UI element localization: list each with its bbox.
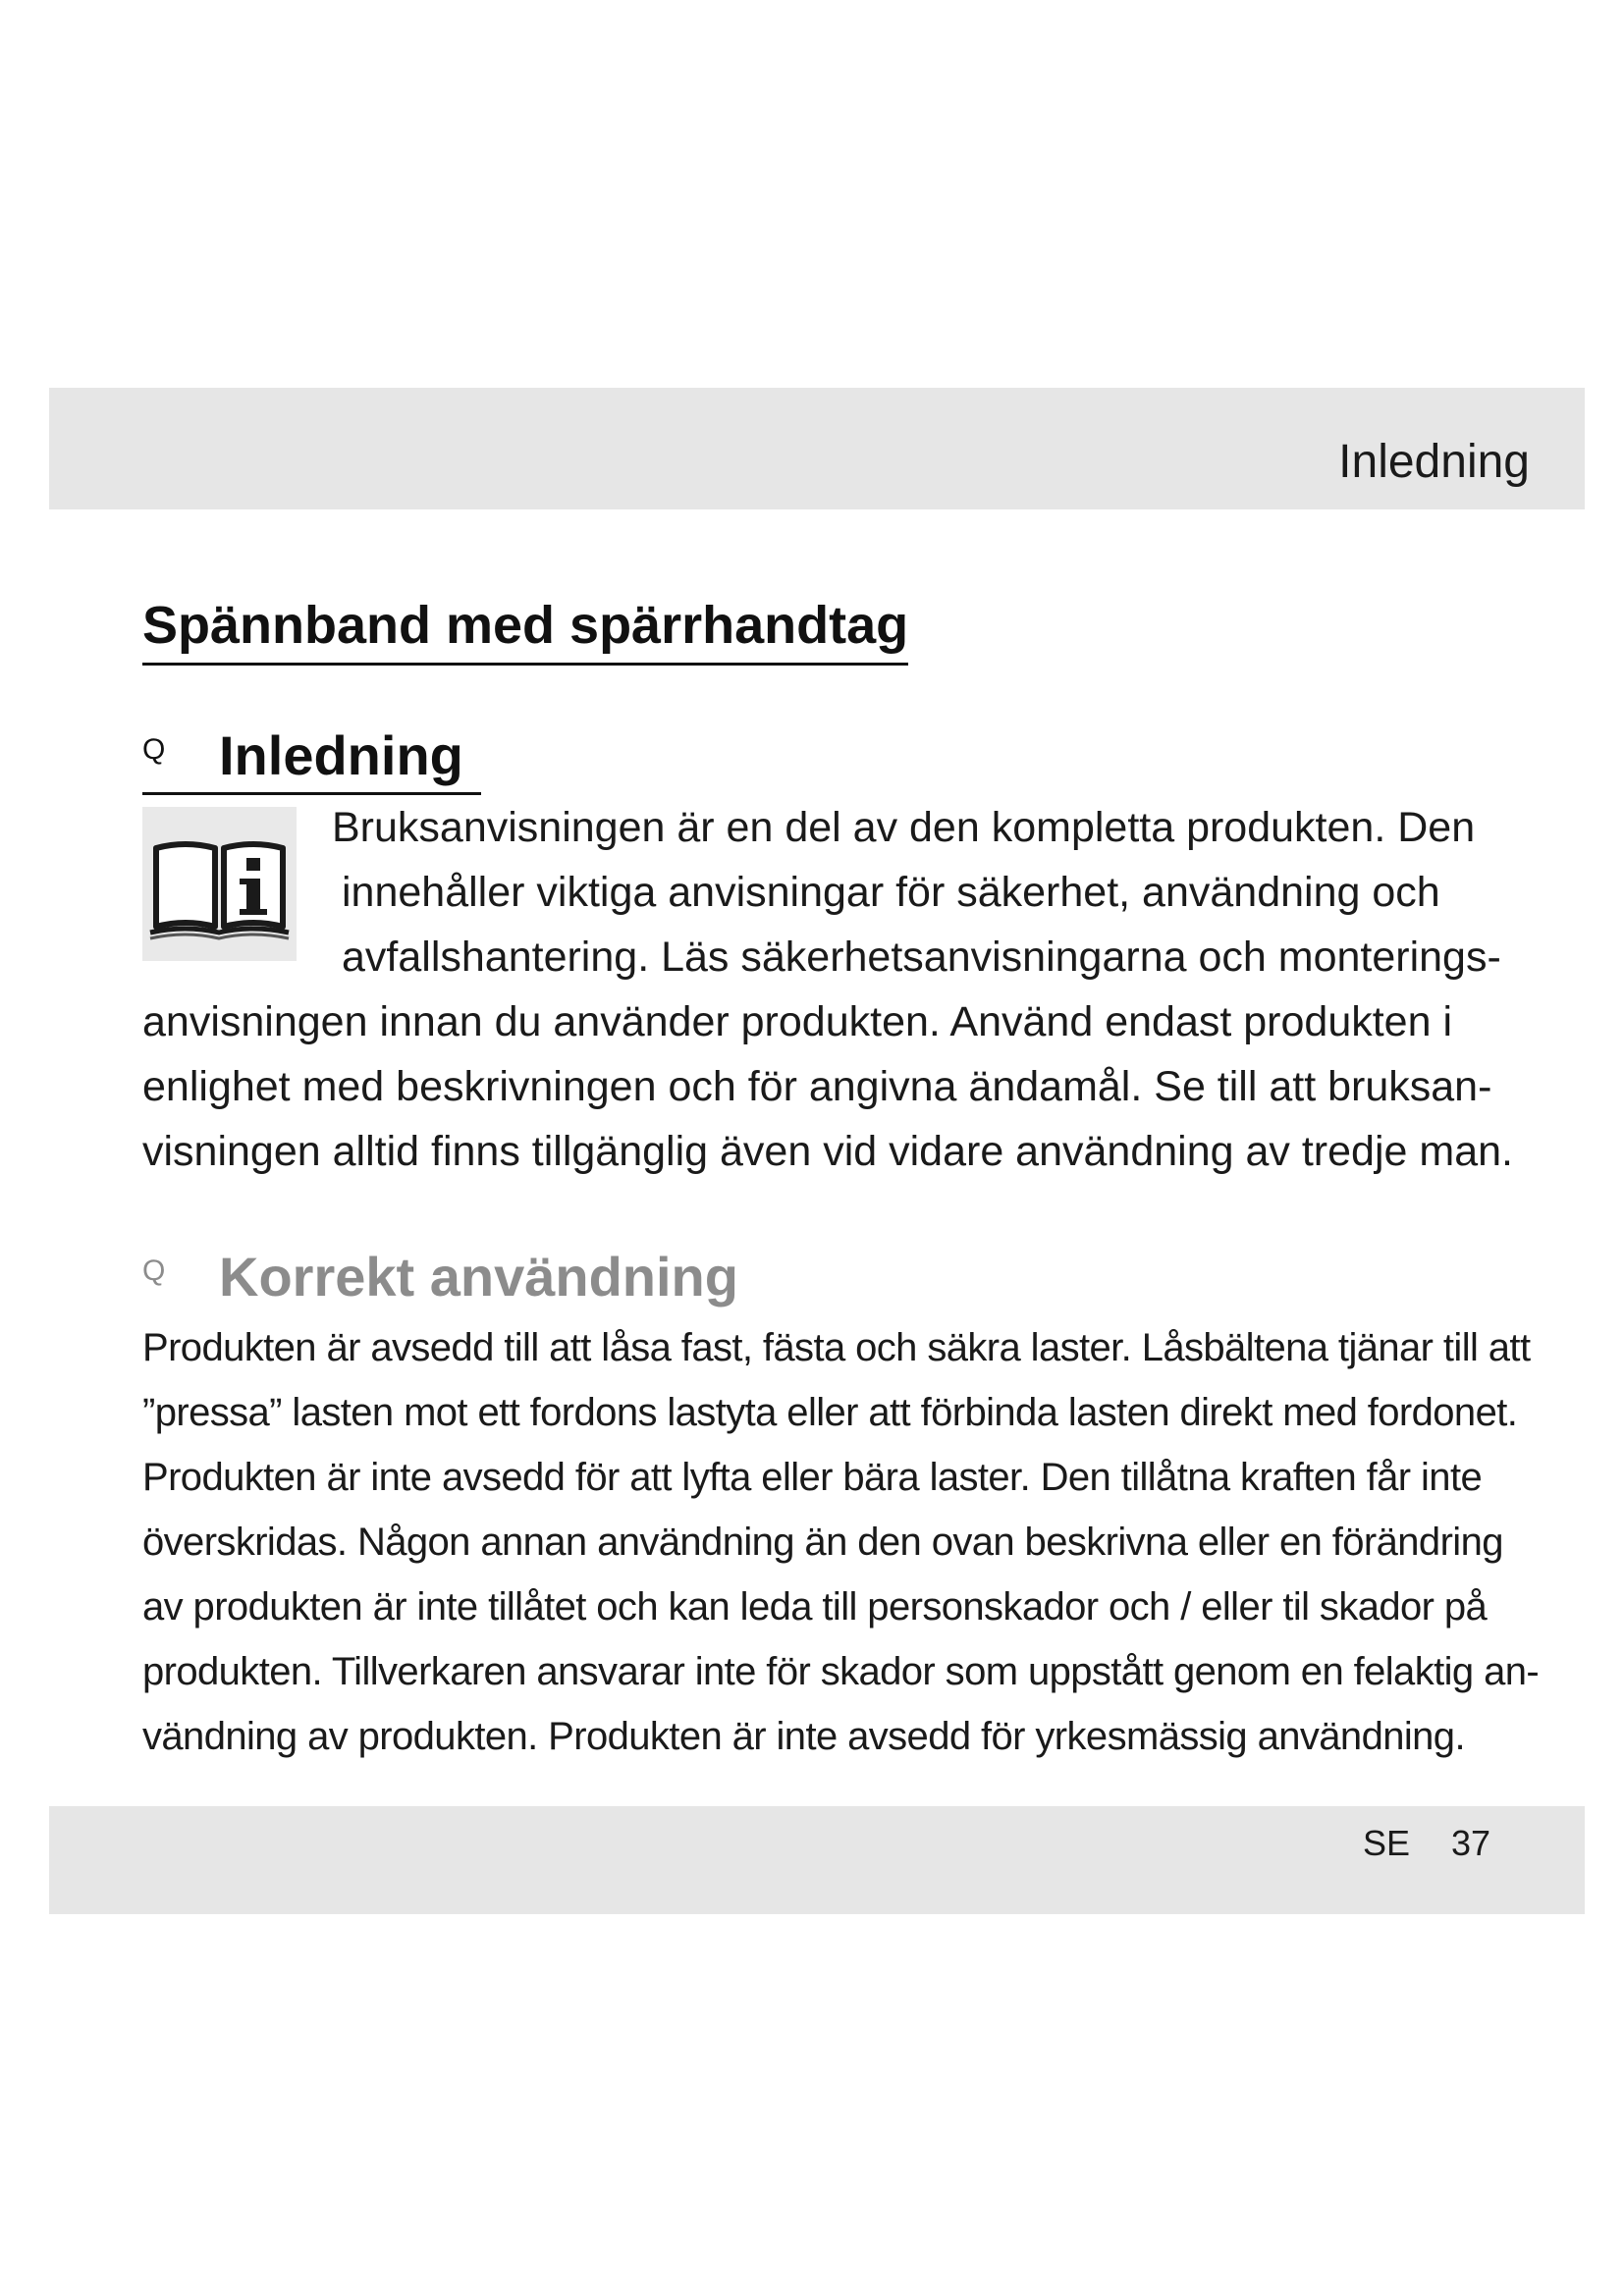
text-line: Produkten är inte avsedd för att lyfta eller bära laster. Den tillåtna kraften får inte	[142, 1456, 1483, 1499]
text-line: vändning av produkten. Produkten är inte avsedd för yrkesmässig användning.	[142, 1715, 1465, 1758]
text-line: ”pressa” lasten mot ett fordons lastyta eller att förbinda lasten direkt med fordonet.	[142, 1391, 1518, 1434]
section-bullet: Q	[142, 1255, 166, 1287]
text-line: överskridas. Någon annan användning än den ovan beskrivna eller en förändring	[142, 1521, 1503, 1564]
section-heading-text: Korrekt användning	[219, 1246, 738, 1308]
text-line: visningen alltid finns tillgänglig även vid vidare användning av tredje man.	[142, 1128, 1513, 1175]
section-heading-text: Inledning	[219, 724, 463, 786]
text-line: Bruksanvisningen är en del av den kompletta produkten. Den	[332, 804, 1476, 851]
footer-language-code: SE	[1363, 1823, 1411, 1863]
section-heading-intro	[142, 723, 481, 795]
section-heading-usage	[142, 1245, 738, 1309]
text-line: enlighet med beskrivningen och för angivna ändamål. Se till att bruksan-	[142, 1063, 1492, 1110]
text-line: avfallshantering. Läs säkerhetsanvisningarna och monterings-	[342, 934, 1501, 981]
text-line: anvisningen innan du använder produkten. Använd endast produkten i	[142, 998, 1453, 1045]
text-line: produkten. Tillverkaren ansvarar inte för skador som uppstått genom en felaktig an-	[142, 1650, 1540, 1693]
section-bullet: Q	[142, 733, 166, 766]
usage-paragraph	[142, 1315, 1539, 1769]
document-title: Spännband med spärrhandtag	[142, 594, 908, 666]
text-line: av produkten är inte tillåtet och kan leda till personskador och / eller til skador på	[142, 1585, 1488, 1629]
text-line: innehåller viktiga anvisningar för säkerhet, användning och	[342, 869, 1440, 916]
text-line: Produkten är avsedd till att låsa fast, fästa och säkra laster. Låsbältena tjänar till att	[142, 1326, 1531, 1369]
header-section-title: Inledning	[1338, 436, 1530, 488]
intro-paragraph	[142, 795, 1513, 1184]
page-number: 37	[1451, 1823, 1491, 1863]
footer-band	[49, 1806, 1585, 1914]
